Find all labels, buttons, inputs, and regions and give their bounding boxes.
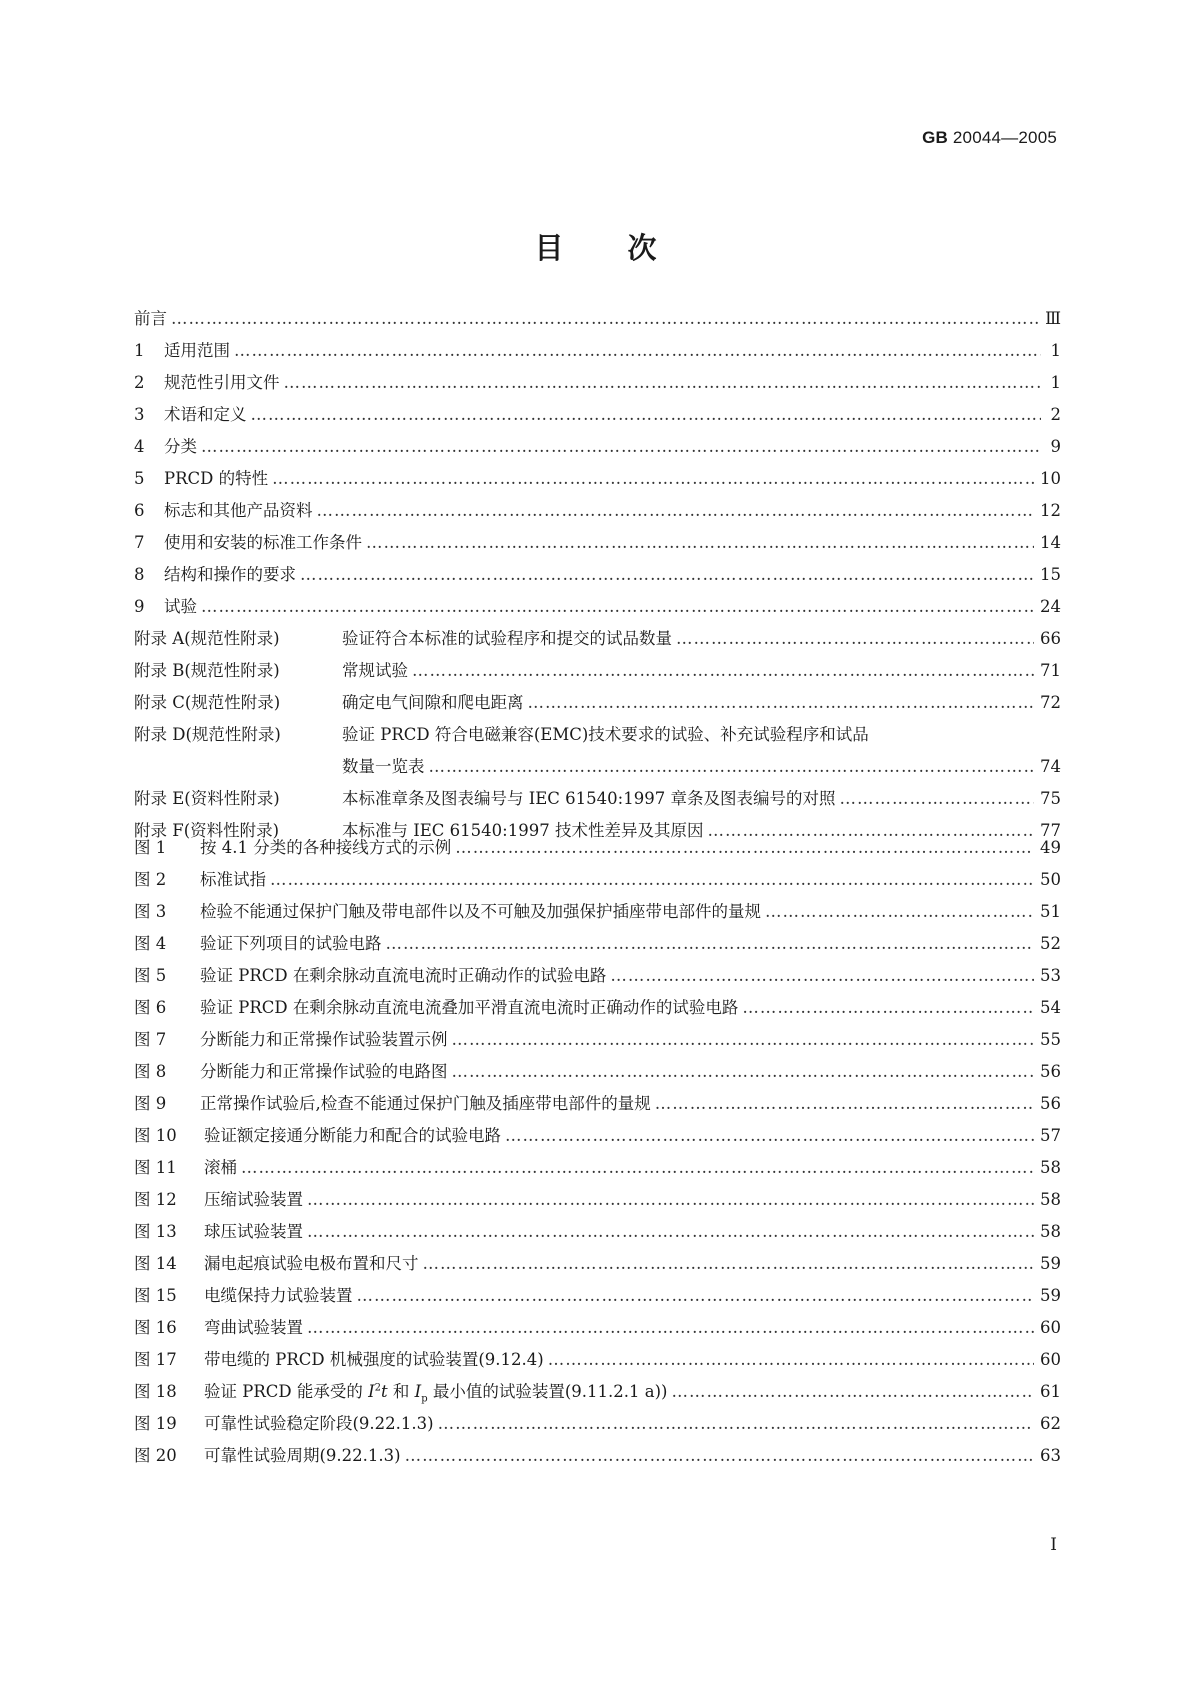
toc-page: 58 [1040, 1222, 1061, 1241]
leader-dots [452, 1030, 1035, 1049]
toc-page: 56 [1040, 1062, 1061, 1081]
page-folio: I [1050, 1535, 1057, 1555]
leader-dots [429, 757, 1035, 776]
toc-page: 75 [1040, 789, 1061, 808]
leader-dots [839, 789, 1034, 808]
toc-label: 本标准与 IEC 61540:1997 技术性差异及其原因 [342, 821, 704, 840]
toc-page: 63 [1040, 1446, 1061, 1465]
toc-entry-figure[interactable] [134, 1186, 1061, 1218]
leader-dots [284, 373, 1042, 392]
toc-label: 使用和安装的标准工作条件 [164, 533, 362, 552]
figure-number: 图 5 [134, 966, 167, 985]
toc-page: 10 [1040, 469, 1061, 488]
toc-label: 验证符合本标准的试验程序和提交的试品数量 [342, 629, 672, 648]
toc-entry-appendix[interactable] [134, 657, 1061, 689]
toc-entry-appendix[interactable] [134, 785, 1061, 817]
leader-dots [452, 1062, 1035, 1081]
symbol-i: I [414, 1382, 422, 1401]
toc-page: 1 [1050, 373, 1061, 392]
toc-page: 52 [1040, 934, 1061, 953]
label-text: 和 [387, 1382, 415, 1401]
toc-page: 57 [1040, 1126, 1061, 1145]
toc-entry-figure[interactable] [134, 898, 1061, 930]
toc-label: 带电缆的 PRCD 机械强度的试验装置(9.12.4) [204, 1350, 544, 1369]
toc-label: 验证额定接通分断能力和配合的试验电路 [204, 1126, 501, 1145]
leader-dots [412, 661, 1034, 680]
toc-label: 标志和其他产品资料 [164, 501, 313, 520]
figure-number: 图 6 [134, 998, 167, 1017]
toc-page: Ⅲ [1045, 309, 1061, 328]
toc-page: 66 [1040, 629, 1061, 648]
toc-label: 滚桶 [204, 1158, 237, 1177]
toc-page: 74 [1040, 757, 1061, 776]
toc-entry-figure[interactable] [134, 1442, 1061, 1474]
appendix-name: 附录 C(规范性附录) [134, 693, 281, 712]
toc-page: 59 [1040, 1286, 1061, 1305]
leader-dots [366, 533, 1034, 552]
toc-entry-appendix[interactable] [134, 625, 1061, 657]
toc-page: 58 [1040, 1158, 1061, 1177]
toc-figures [134, 834, 1061, 1474]
leader-dots [671, 1382, 1034, 1401]
toc-main [134, 305, 1061, 849]
figure-number: 图 19 [134, 1414, 177, 1433]
figure-number: 图 9 [134, 1094, 167, 1113]
appendix-name: 附录 E(资料性附录) [134, 789, 280, 808]
toc-label: 本标准章条及图表编号与 IEC 61540:1997 章条及图表编号的对照 [342, 789, 836, 808]
toc-entry-appendix[interactable] [134, 689, 1061, 721]
toc-entry-figure[interactable] [134, 1122, 1061, 1154]
leader-dots [655, 1094, 1034, 1113]
toc-page: 24 [1040, 597, 1061, 616]
leader-dots [610, 966, 1034, 985]
leader-dots [201, 437, 1041, 456]
toc-entry-figure[interactable] [134, 1282, 1061, 1314]
leader-dots [251, 405, 1042, 424]
subscript: p [421, 1393, 428, 1405]
toc-page: 15 [1040, 565, 1061, 584]
toc-label: 分断能力和正常操作试验的电路图 [200, 1062, 448, 1081]
toc-entry-figure[interactable] [134, 1250, 1061, 1282]
toc-entry-figure[interactable] [134, 1154, 1061, 1186]
toc-label: 漏电起痕试验电极布置和尺寸 [204, 1254, 419, 1273]
toc-page: 62 [1040, 1414, 1061, 1433]
chapter-number: 7 [134, 533, 145, 552]
toc-entry-figure[interactable] [134, 994, 1061, 1026]
appendix-name: 附录 B(规范性附录) [134, 661, 280, 680]
leader-dots [423, 1254, 1035, 1273]
toc-entry-figure[interactable] [134, 1314, 1061, 1346]
toc-label: 术语和定义 [164, 405, 247, 424]
figure-number: 图 3 [134, 902, 167, 921]
toc-entry-figure[interactable] [134, 1058, 1061, 1090]
leader-dots [548, 1350, 1034, 1369]
toc-entry-chapter[interactable] [134, 593, 1061, 625]
chapter-number: 6 [134, 501, 145, 520]
toc-label [204, 1378, 667, 1404]
toc-entry-figure[interactable] [134, 1090, 1061, 1122]
toc-page: 14 [1040, 533, 1061, 552]
appendix-name: 附录 D(规范性附录) [134, 725, 281, 744]
figure-number: 图 18 [134, 1382, 177, 1401]
toc-entry-chapter[interactable] [134, 369, 1061, 401]
chapter-number: 8 [134, 565, 145, 584]
standard-number: 20044—2005 [952, 128, 1057, 147]
figure-number: 图 2 [134, 870, 167, 889]
toc-page: 12 [1040, 501, 1061, 520]
toc-entry-figure[interactable] [134, 1026, 1061, 1058]
leader-dots [300, 565, 1034, 584]
chapter-number: 4 [134, 437, 145, 456]
toc-label: 可靠性试验周期(9.22.1.3) [204, 1446, 401, 1465]
toc-label: 可靠性试验稳定阶段(9.22.1.3) [204, 1414, 434, 1433]
toc-entry-chapter[interactable] [134, 401, 1061, 433]
leader-dots [171, 309, 1039, 328]
figure-number: 图 13 [134, 1222, 177, 1241]
chapter-number: 2 [134, 373, 145, 392]
toc-label: 正常操作试验后,检查不能通过保护门触及插座带电部件的量规 [200, 1094, 651, 1113]
leader-dots [270, 870, 1034, 889]
symbol-t: t [381, 1382, 388, 1401]
leader-dots [241, 1158, 1034, 1177]
toc-page: 72 [1040, 693, 1061, 712]
toc-label: 试验 [164, 597, 197, 616]
toc-entry-figure[interactable] [134, 1378, 1061, 1410]
toc-page: 55 [1040, 1030, 1061, 1049]
toc-entry-foreword[interactable] [134, 305, 1061, 337]
toc-label: 结构和操作的要求 [164, 565, 296, 584]
toc-page: 1 [1050, 341, 1061, 360]
leader-dots [357, 1286, 1035, 1305]
chapter-number: 1 [134, 341, 145, 360]
leader-dots [405, 1446, 1034, 1465]
toc-entry-figure[interactable] [134, 962, 1061, 994]
leader-dots [455, 838, 1034, 857]
figure-number: 图 11 [134, 1158, 177, 1177]
toc-page: 56 [1040, 1094, 1061, 1113]
symbol-i: I [368, 1382, 375, 1401]
toc-label: 分断能力和正常操作试验装置示例 [200, 1030, 448, 1049]
appendix-name: 附录 F(资料性附录) [134, 821, 280, 840]
leader-dots [201, 597, 1034, 616]
toc-entry-figure[interactable] [134, 834, 1061, 866]
toc-label: 验证 PRCD 在剩余脉动直流电流叠加平滑直流电流时正确动作的试验电路 [200, 998, 739, 1017]
toc-page: 50 [1040, 870, 1061, 889]
leader-dots [386, 934, 1035, 953]
toc-entry-chapter[interactable] [134, 465, 1061, 497]
page-title: 目次 [534, 231, 721, 265]
toc-label: 验证 PRCD 符合电磁兼容(EMC)技术要求的试验、补充试验程序和试品 [342, 725, 869, 744]
toc-label: 检验不能通过保护门触及带电部件以及不可触及加强保护插座带电部件的量规 [200, 902, 761, 921]
toc-label: 分类 [164, 437, 197, 456]
label-text: 最小值的试验装置(9.11.2.1 a)) [427, 1382, 668, 1401]
toc-page: 71 [1040, 661, 1061, 680]
toc-entry-figure[interactable] [134, 930, 1061, 962]
toc-label: 确定电气间隙和爬电距离 [342, 693, 524, 712]
toc-label: 验证 PRCD 在剩余脉动直流电流时正确动作的试验电路 [200, 966, 607, 985]
leader-dots [234, 341, 1041, 360]
toc-page: 60 [1040, 1318, 1061, 1337]
standard-code [922, 128, 1057, 148]
toc-page: 77 [1040, 821, 1061, 840]
toc-page: 9 [1050, 437, 1061, 456]
toc-entry-chapter[interactable] [134, 561, 1061, 593]
toc-entry-figure[interactable] [134, 1346, 1061, 1378]
toc-entry-appendix-continued[interactable] [134, 753, 1061, 785]
leader-dots [528, 693, 1035, 712]
leader-dots [438, 1414, 1034, 1433]
leader-dots [307, 1318, 1034, 1337]
toc-label: 验证下列项目的试验电路 [200, 934, 382, 953]
toc-label: 规范性引用文件 [164, 373, 280, 392]
toc-entry-figure[interactable] [134, 1410, 1061, 1442]
figure-number: 图 4 [134, 934, 167, 953]
toc-label-continued: 数量一览表 [342, 757, 425, 776]
figure-number: 图 20 [134, 1446, 177, 1465]
leader-dots [307, 1222, 1034, 1241]
toc-entry-chapter[interactable] [134, 529, 1061, 561]
toc-label: 按 4.1 分类的各种接线方式的示例 [200, 838, 452, 857]
superscript: 2 [374, 1382, 382, 1394]
toc-page: 61 [1040, 1382, 1061, 1401]
chapter-number: 3 [134, 405, 145, 424]
leader-dots [742, 998, 1034, 1017]
leader-dots [317, 501, 1035, 520]
toc-label: 适用范围 [164, 341, 230, 360]
toc-page: 58 [1040, 1190, 1061, 1209]
figure-number: 图 14 [134, 1254, 177, 1273]
leader-dots [272, 469, 1034, 488]
toc-page: 49 [1040, 838, 1061, 857]
toc-page: 51 [1040, 902, 1061, 921]
toc-page: 60 [1040, 1350, 1061, 1369]
toc-label: PRCD 的特性 [164, 469, 269, 488]
toc-entry-figure[interactable] [134, 1218, 1061, 1250]
toc-label: 标准试指 [200, 870, 266, 889]
chapter-number: 9 [134, 597, 145, 616]
toc-page: 2 [1050, 405, 1061, 424]
chapter-number: 5 [134, 469, 145, 488]
toc-entry-appendix[interactable] [134, 721, 1061, 753]
toc-page: 59 [1040, 1254, 1061, 1273]
appendix-name: 附录 A(规范性附录) [134, 629, 280, 648]
label-text: 验证 PRCD 能承受的 [204, 1382, 369, 1401]
toc-entry-chapter[interactable] [134, 337, 1061, 369]
toc-label: 球压试验装置 [204, 1222, 303, 1241]
toc-label: 常规试验 [342, 661, 408, 680]
leader-dots [676, 629, 1034, 648]
toc-label: 前言 [134, 309, 167, 328]
figure-number: 图 1 [134, 838, 167, 857]
toc-page: 54 [1040, 998, 1061, 1017]
toc-entry-chapter[interactable] [134, 497, 1061, 529]
figure-number: 图 10 [134, 1126, 177, 1145]
figure-number: 图 15 [134, 1286, 177, 1305]
toc-page: 53 [1040, 966, 1061, 985]
figure-number: 图 12 [134, 1190, 177, 1209]
leader-dots [765, 902, 1034, 921]
figure-number: 图 7 [134, 1030, 167, 1049]
toc-label: 电缆保持力试验装置 [204, 1286, 353, 1305]
figure-number: 图 16 [134, 1318, 177, 1337]
toc-entry-chapter[interactable] [134, 433, 1061, 465]
toc-entry-figure[interactable] [134, 866, 1061, 898]
standard-prefix: GB [922, 128, 948, 147]
figure-number: 图 17 [134, 1350, 177, 1369]
figure-number: 图 8 [134, 1062, 167, 1081]
toc-label: 弯曲试验装置 [204, 1318, 303, 1337]
leader-dots [307, 1190, 1034, 1209]
toc-label: 压缩试验装置 [204, 1190, 303, 1209]
leader-dots [505, 1126, 1034, 1145]
